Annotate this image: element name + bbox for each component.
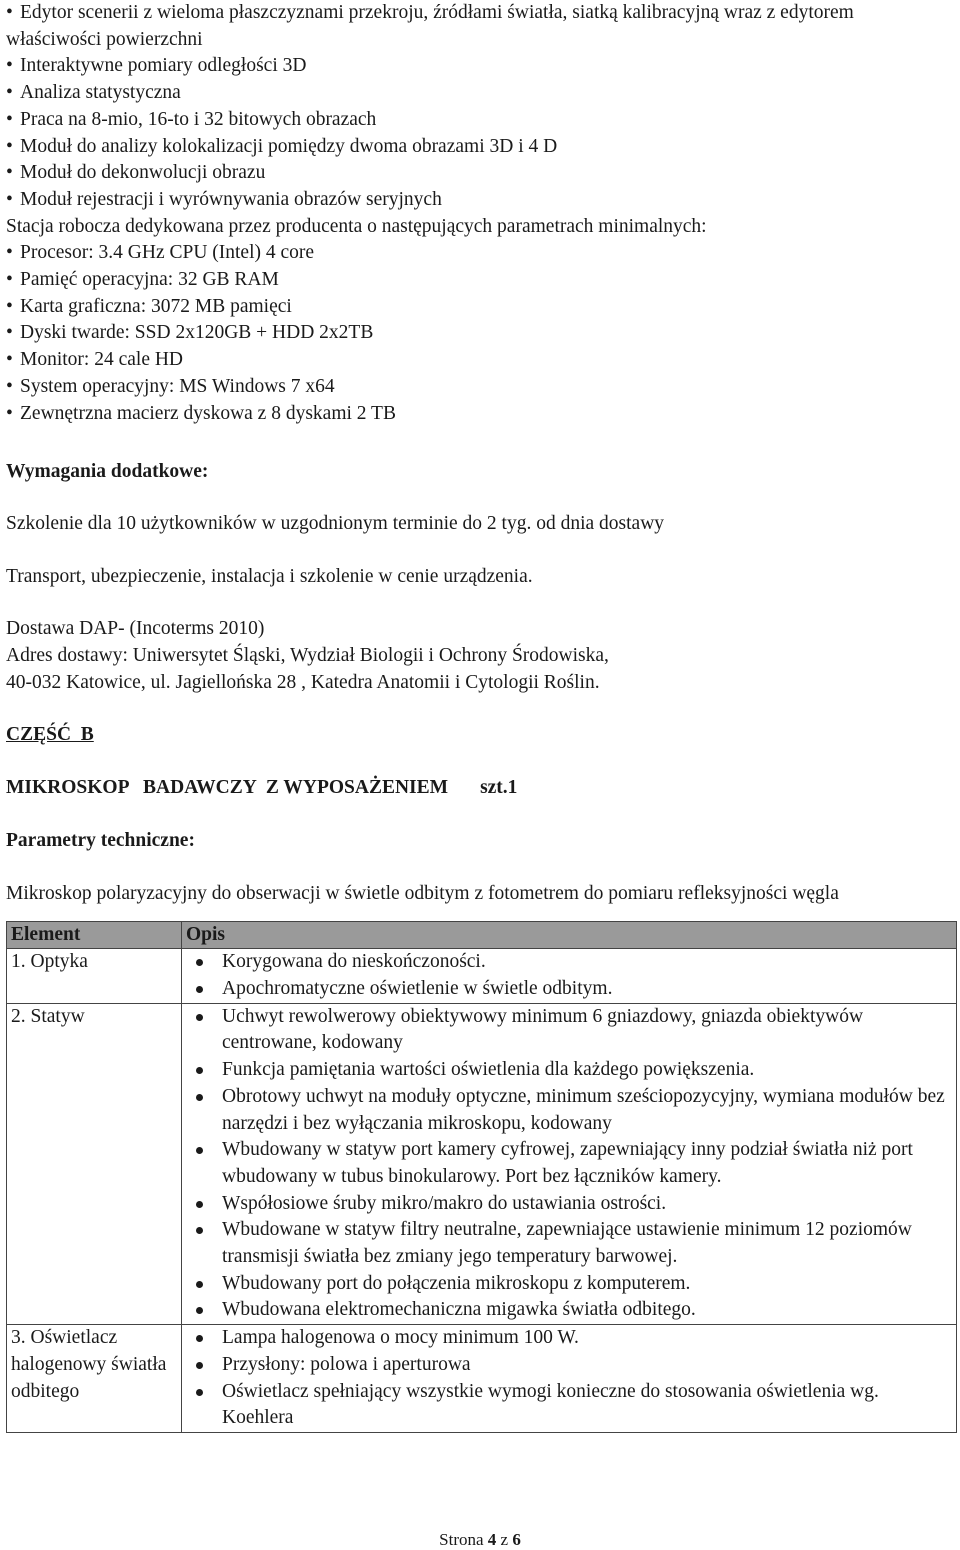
header-description: Opis (182, 922, 957, 949)
bullet-icon: • (6, 402, 13, 424)
list-item: Wbudowane w statyw filtry neutralne, zapewniające ustawienie minimum 12 poziomów transmisji światła bez zmiany jego temperatury barwowej. (222, 1217, 952, 1270)
document-page (6, 0, 956, 1433)
list-item: Przysłony: polowa i aperturowa (222, 1352, 952, 1379)
footer-page-number: 4 (487, 1530, 497, 1549)
list-item: Apochromatyczne oświetlenie w świetle odbitym. (222, 976, 952, 1003)
footer-prefix: Strona (439, 1530, 488, 1549)
bullet-icon: • (6, 162, 13, 184)
product-description: Mikroskop polaryzacyjny do obserwacji w świetle odbitym z fotometrem do pomiaru refleksyjności węgla (6, 882, 839, 904)
bullet-icon: • (6, 375, 13, 397)
footer-page-total: 6 (512, 1530, 521, 1549)
table-row (7, 1003, 957, 1324)
list-item: Wbudowany w statyw port kamery cyfrowej, zapewniający inny podział światła niż port wbudowany w tubus binokularowy. Port bez łączników kamery. (222, 1137, 952, 1190)
bullet-icon: • (6, 295, 13, 317)
transport-text: Transport, ubezpieczenie, instalacja i szkolenie w cenie urządzenia. (6, 565, 533, 587)
feature-item: • Interaktywne pomiary odległości 3D (6, 53, 956, 80)
bullet-icon: • (6, 349, 13, 371)
delivery-address-line-2: 40-032 Katowice, ul. Jagiellońska 28 , Katedra Anatomii i Cytologii Roślin. (6, 671, 600, 693)
feature-item: • Analiza statystyczna (6, 80, 956, 107)
bullet-icon: • (6, 82, 13, 104)
bullet-icon: • (6, 242, 13, 264)
technical-parameters-heading: Parametry techniczne: (6, 829, 195, 851)
row-description (182, 1003, 957, 1324)
feature-item: • Moduł rejestracji i wyrównywania obrazów seryjnych (6, 187, 956, 214)
bullet-icon: • (6, 2, 13, 23)
spec-list (186, 949, 952, 1002)
row-element: 3. Oświetlacz halogenowy światła odbitego (7, 1325, 182, 1433)
additional-requirements-heading: Wymagania dodatkowe: (6, 461, 209, 483)
list-item: Oświetlacz spełniający wszystkie wymogi konieczne do stosowania oświetlenia wg. Koehlera (222, 1379, 952, 1432)
feature-list (6, 0, 956, 214)
table-row (7, 949, 957, 1003)
list-item: Funkcja pamiętania wartości oświetlenia dla każdego powiększenia. (222, 1057, 952, 1084)
product-quantity: szt.1 (480, 777, 518, 799)
list-item: Wbudowana elektromechaniczna migawka światła odbitego. (222, 1297, 952, 1324)
feature-item: • Edytor scenerii z wieloma płaszczyznami przekroju, źródłami światła, siatką kalibracyjną wraz z edytorem właściwości powierzchni (6, 2, 854, 50)
workstation-list (6, 240, 956, 427)
workstation-item: • Procesor: 3.4 GHz CPU (Intel) 4 core (6, 240, 956, 267)
delivery-address-line-1: Adres dostawy: Uniwersytet Śląski, Wydział Biologii i Ochrony Środowiska, (6, 645, 609, 667)
list-item: Współosiowe śruby mikro/makro do ustawiania ostrości. (222, 1191, 952, 1218)
row-element: 2. Statyw (7, 1003, 182, 1324)
spec-list (186, 1325, 952, 1432)
table-row (7, 1325, 957, 1433)
product-title: MIKROSKOP BADAWCZY Z WYPOSAŻENIEM (6, 777, 449, 799)
workstation-item: • Zewnętrzna macierz dyskowa z 8 dyskami 2 TB (6, 401, 956, 428)
footer-separator: z (496, 1530, 513, 1549)
spec-list (186, 1004, 952, 1324)
row-description (182, 1325, 957, 1433)
list-item: Korygowana do nieskończoności. (222, 949, 952, 976)
workstation-item: • System operacyjny: MS Windows 7 x64 (6, 374, 956, 401)
delivery-terms: Dostawa DAP- (Incoterms 2010) (6, 618, 265, 640)
bullet-icon: • (6, 55, 13, 77)
bullet-icon: • (6, 135, 13, 157)
feature-item: • Moduł do analizy kolokalizacji pomiędzy dwoma obrazami 3D i 4 D (6, 134, 956, 161)
feature-item: • Moduł do dekonwolucji obrazu (6, 160, 956, 187)
list-item: Lampa halogenowa o mocy minimum 100 W. (222, 1325, 952, 1352)
row-element: 1. Optyka (7, 949, 182, 1003)
list-item: Obrotowy uchwyt na moduły optyczne, minimum sześciopozycyjny, wymiana modułów bez narzędzi i bez wyłączania mikroskopu, kodowany (222, 1084, 952, 1137)
workstation-item: • Dyski twarde: SSD 2x120GB + HDD 2x2TB (6, 320, 956, 347)
feature-item: • Praca na 8-mio, 16-to i 32 bitowych obrazach (6, 107, 956, 134)
workstation-item: • Karta graficzna: 3072 MB pamięci (6, 294, 956, 321)
row-description (182, 949, 957, 1003)
header-element: Element (7, 922, 182, 949)
page-footer (0, 1530, 960, 1550)
bullet-icon: • (6, 322, 13, 344)
spec-table-header (7, 922, 957, 949)
list-item: Uchwyt rewolwerowy obiektywowy minimum 6 gniazdowy, gniazda obiektywów centrowane, kodowany (222, 1004, 952, 1057)
training-text: Szkolenie dla 10 użytkowników w uzgodnionym terminie do 2 tyg. od dnia dostawy (6, 512, 665, 534)
part-heading: CZĘŚĆ B (6, 724, 94, 746)
bullet-icon: • (6, 269, 13, 291)
bullet-icon: • (6, 188, 13, 210)
workstation-item: • Monitor: 24 cale HD (6, 347, 956, 374)
workstation-item: • Pamięć operacyjna: 32 GB RAM (6, 267, 956, 294)
spec-table (6, 921, 957, 1433)
workstation-intro: Stacja robocza dedykowana przez producenta o następujących parametrach minimalnych: (6, 215, 707, 237)
product-title-row (6, 775, 956, 802)
list-item: Wbudowany port do połączenia mikroskopu z komputerem. (222, 1271, 952, 1298)
bullet-icon: • (6, 108, 13, 130)
